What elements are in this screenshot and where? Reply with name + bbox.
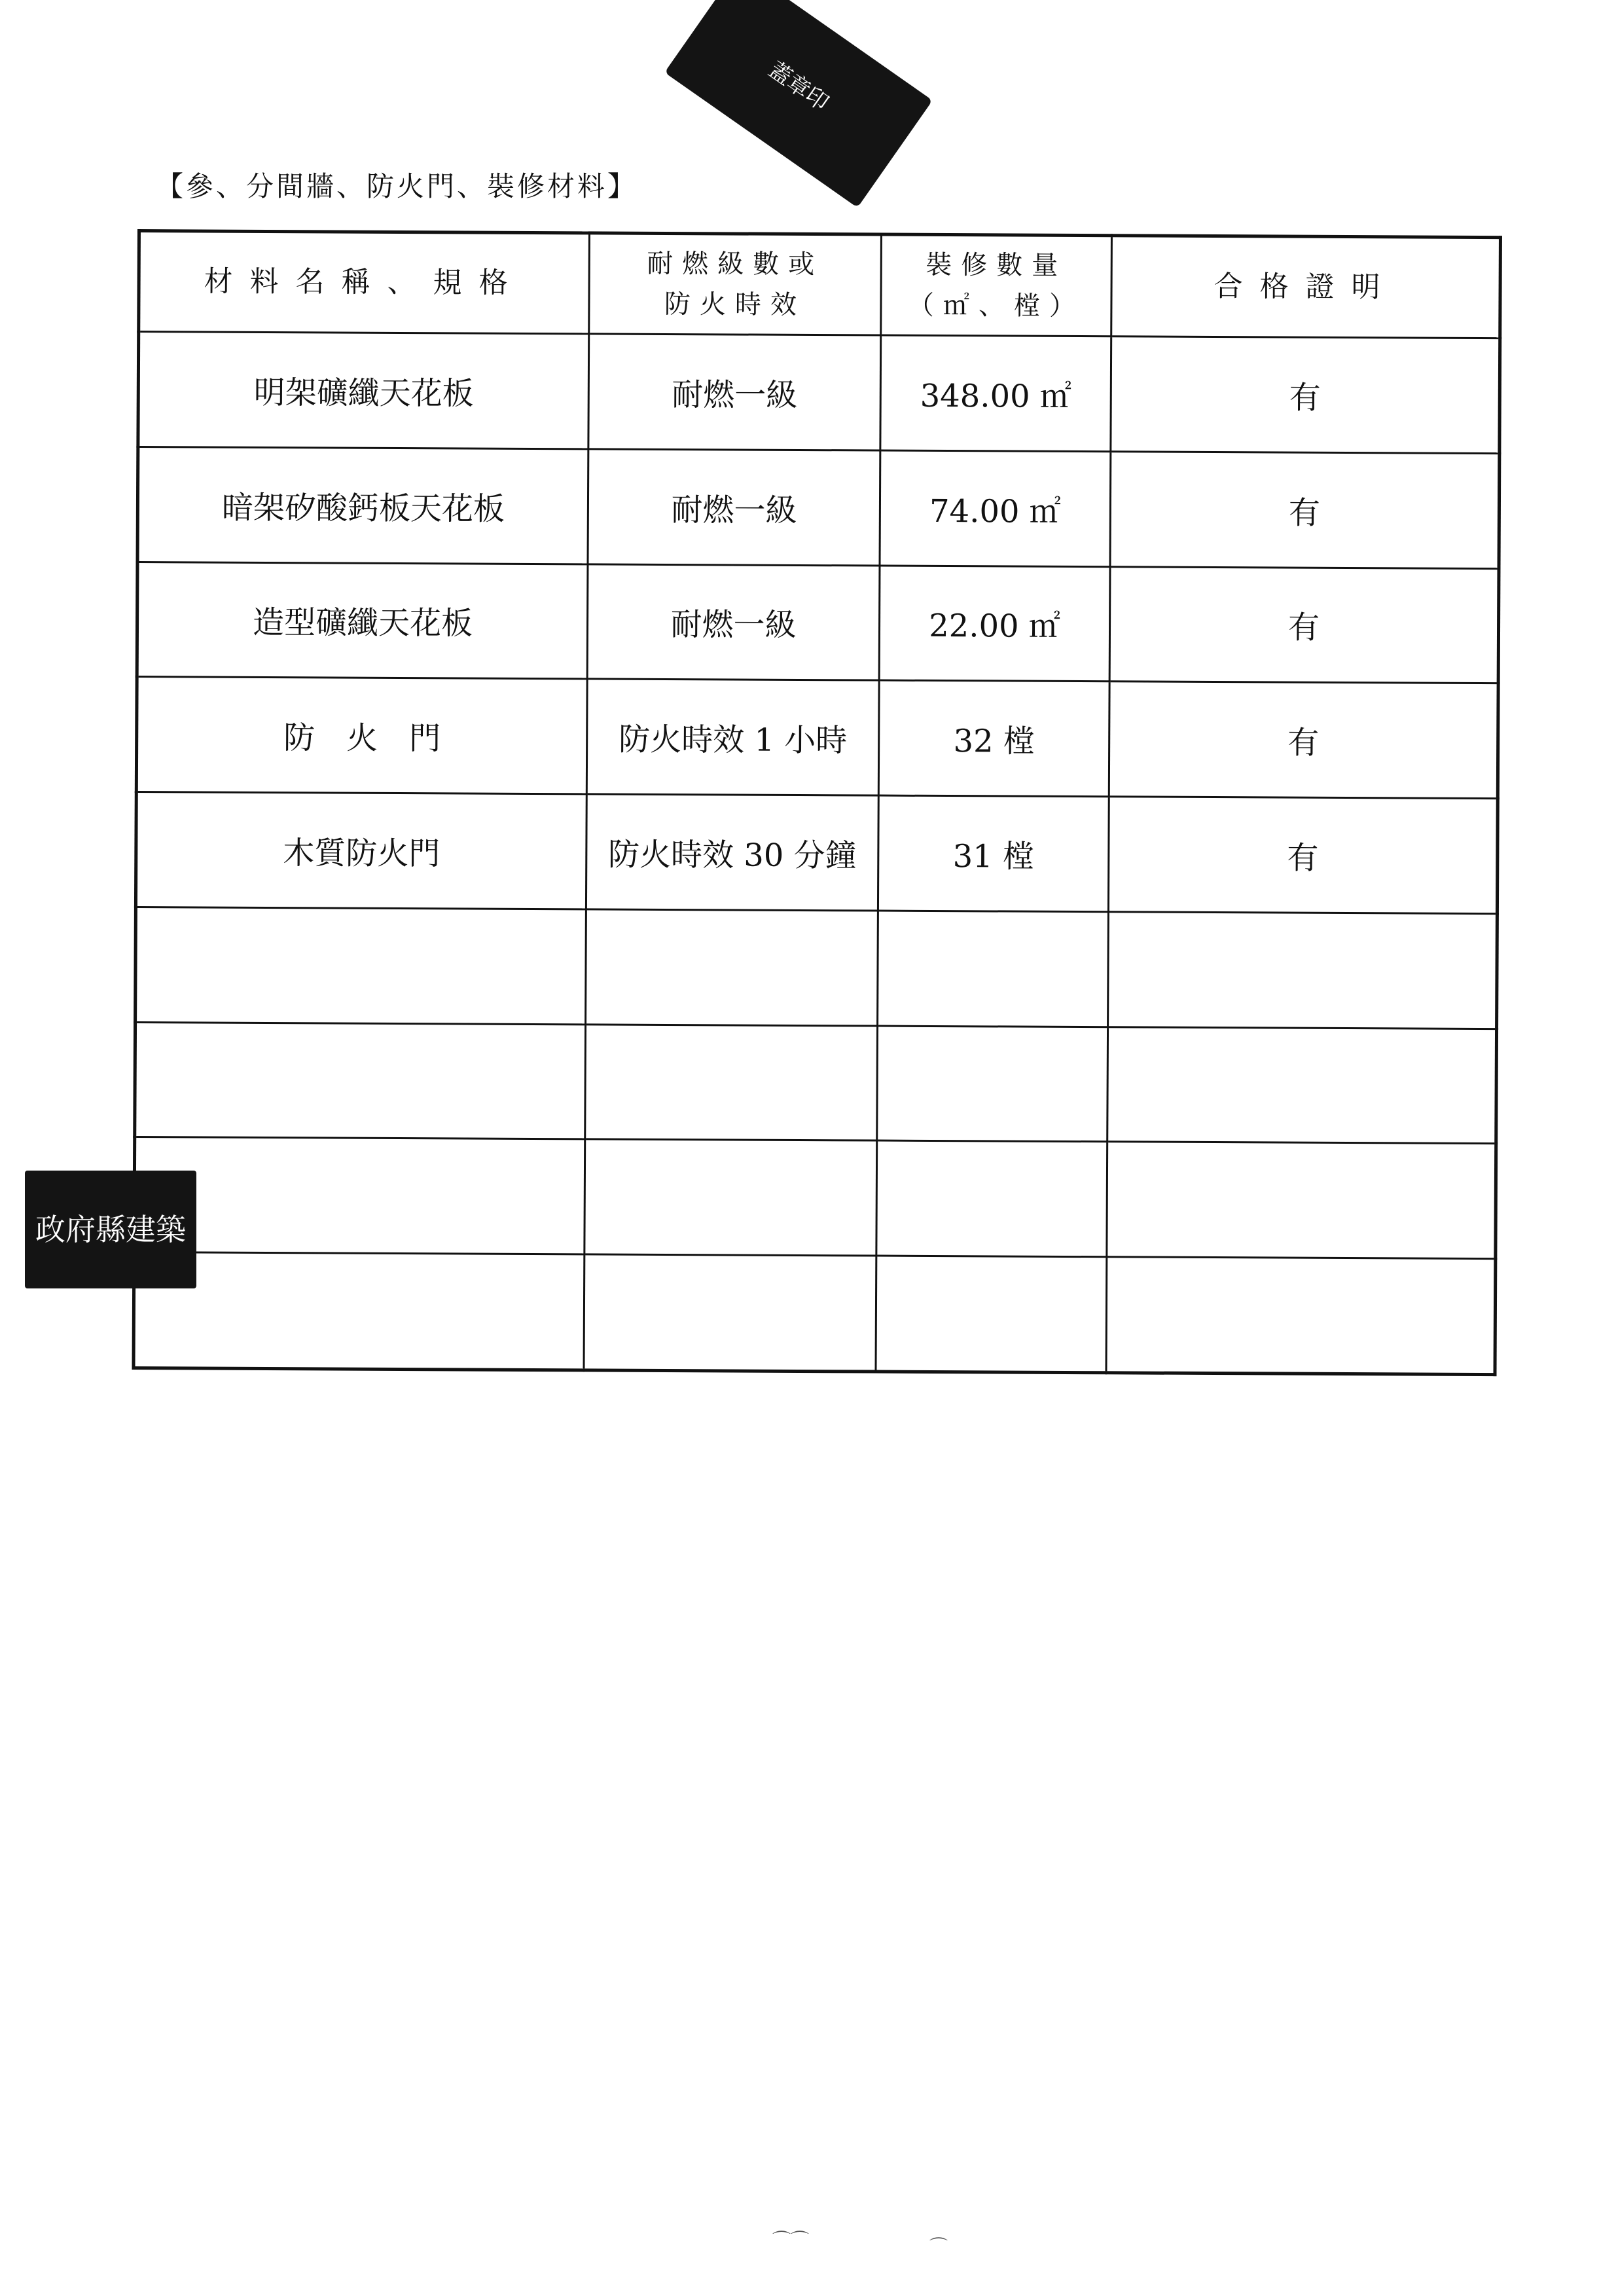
header-quantity (881, 234, 1112, 337)
table-row-empty (135, 907, 1498, 1029)
cell-material-name: 暗架矽酸鈣板天花板 (137, 446, 588, 564)
cell-fire-rating: 防火時效 1 小時 (586, 679, 879, 795)
header-certificate: 合格證明 (1111, 236, 1501, 338)
cell-fire-rating (584, 1254, 876, 1372)
cell-fire-rating: 耐燃一級 (587, 564, 880, 680)
cell-quantity (876, 1256, 1107, 1373)
seal-top-text: 蓋章印 (763, 56, 834, 117)
cell-quantity (878, 911, 1109, 1027)
cell-certificate: 有 (1109, 566, 1499, 683)
official-seal-top (664, 0, 933, 208)
header-quantity-line1: 裝修數量 (926, 249, 1068, 281)
header-row (139, 231, 1501, 338)
scan-smudge-mark: ⌒ (929, 2236, 948, 2257)
header-fire-rating-line1: 耐燃級數或 (647, 248, 824, 280)
seal-left-text: 政府縣建築 (35, 1212, 186, 1247)
header-fire-rating-line2: 防火時效 (664, 289, 806, 320)
table-row-empty (134, 1252, 1496, 1375)
cell-certificate (1107, 1142, 1496, 1259)
cell-certificate: 有 (1109, 682, 1498, 799)
materials-table (132, 229, 1501, 1376)
table-row-empty (134, 1137, 1496, 1259)
cell-certificate: 有 (1110, 452, 1500, 569)
section-title: 【參、分間牆、防火門、裝修材料】 (156, 170, 638, 202)
cell-certificate (1107, 1027, 1497, 1144)
cell-quantity: 31 樘 (878, 795, 1109, 911)
cell-certificate (1108, 912, 1498, 1029)
cell-fire-rating (584, 1139, 877, 1256)
header-quantity-line2: （㎡、樘） (907, 290, 1085, 322)
cell-material-name: 防 火 門 (136, 677, 587, 794)
cell-fire-rating (585, 1024, 878, 1140)
table-row-empty (135, 1022, 1497, 1144)
cell-quantity: 32 樘 (878, 680, 1109, 796)
cell-quantity: 348.00 ㎡ (880, 335, 1111, 451)
table-row (138, 332, 1500, 454)
cell-fire-rating: 耐燃一級 (588, 449, 880, 566)
cell-material-name (134, 1137, 585, 1254)
table-row (136, 677, 1498, 799)
header-fire-rating (589, 233, 882, 335)
cell-quantity: 74.00 ㎡ (880, 450, 1111, 566)
cell-material-name: 木質防火門 (135, 792, 586, 909)
cell-material-name: 明架礦纖天花板 (138, 332, 589, 449)
cell-material-name: 造型礦纖天花板 (137, 562, 588, 679)
table-row (137, 446, 1500, 568)
cell-quantity (877, 1026, 1108, 1142)
table-row (137, 562, 1499, 683)
scan-smudge-mark: ⌒⌒ (772, 2229, 810, 2251)
table-row (135, 792, 1498, 914)
cell-fire-rating (586, 909, 878, 1026)
header-material-name: 材料名稱、規格 (139, 231, 590, 334)
cell-certificate (1106, 1257, 1496, 1375)
materials-table-wrapper (132, 229, 1498, 1376)
cell-quantity: 22.00 ㎡ (879, 566, 1110, 682)
cell-fire-rating: 耐燃一級 (588, 334, 881, 450)
cell-material-name (134, 1252, 584, 1370)
official-seal-left (25, 1171, 196, 1288)
cell-material-name (135, 907, 586, 1024)
cell-certificate: 有 (1111, 337, 1500, 454)
cell-material-name (135, 1022, 586, 1139)
cell-certificate: 有 (1108, 797, 1498, 914)
cell-fire-rating: 防火時效 30 分鐘 (586, 794, 878, 911)
cell-quantity (876, 1140, 1107, 1256)
